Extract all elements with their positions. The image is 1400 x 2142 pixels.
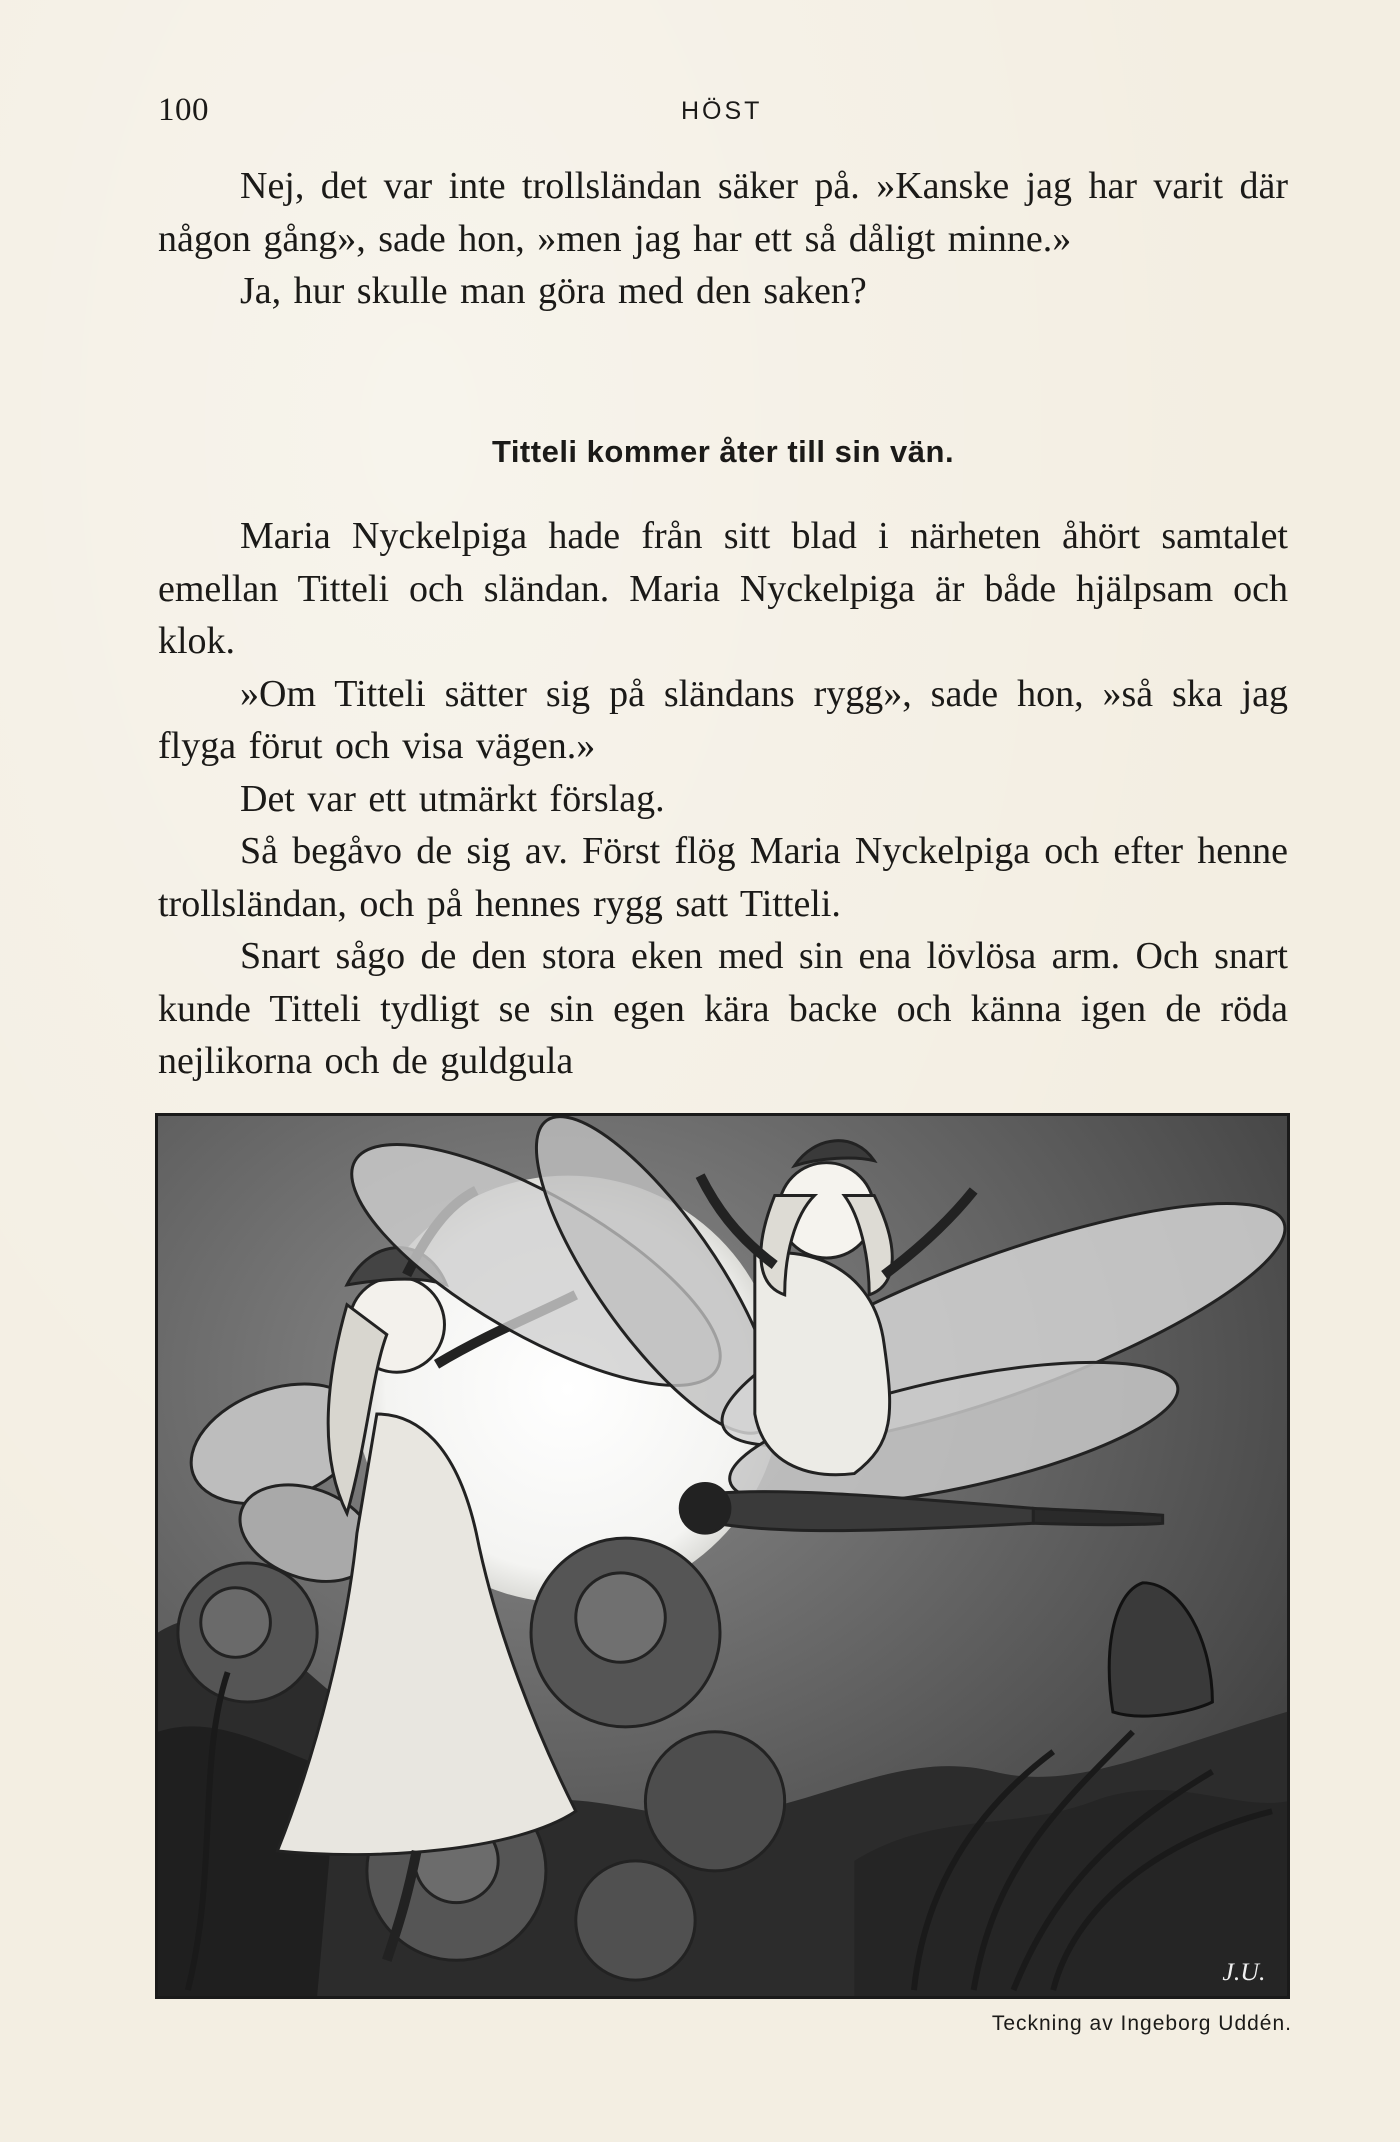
page-number: 100	[158, 92, 209, 128]
paragraph: Det var ett utmärkt förslag.	[240, 777, 665, 820]
illustration-signature: J.U.	[1222, 1957, 1266, 1987]
paragraph: Maria Nyckelpiga hade från sitt blad i närheten åhört samtalet emellan Titteli och sländan. Maria Nyckelpiga är både hjälpsam och klok.	[158, 515, 1288, 662]
running-head	[158, 92, 1288, 132]
paragraph: Ja, hur skulle man göra med den saken?	[240, 270, 867, 312]
paragraph: »Om Titteli sätter sig på sländans rygg», sade hon, »så ska jag flyga förut och visa vägen.»	[158, 672, 1288, 767]
running-title: HÖST	[681, 97, 763, 125]
section-heading: Titteli kommer åter till sin vän.	[491, 434, 955, 469]
text-block-top	[158, 160, 1288, 318]
illustration	[155, 1113, 1290, 1999]
paragraph: Nej, det var inte trollsländan säker på. »Kanske jag har varit där någon gång», sade hon, »men jag har ett så dåligt minne.»	[158, 165, 1288, 260]
text-block-bottom	[158, 510, 1288, 1088]
paragraph: Så begåvo de sig av. Först flög Maria Nyckelpiga och efter henne trollsländan, och på hennes rygg satt Titteli.	[158, 830, 1288, 925]
paragraph: Snart sågo de den stora eken med sin ena lövlösa arm. Och snart kunde Titteli tydligt se sin egen kära backe och känna igen de röda nejlikorna och de guldgula	[158, 935, 1288, 1082]
fairy-dragonfly-drawing	[158, 1116, 1287, 1996]
illustration-caption: Teckning av Ingeborg Uddén.	[991, 2012, 1292, 2035]
